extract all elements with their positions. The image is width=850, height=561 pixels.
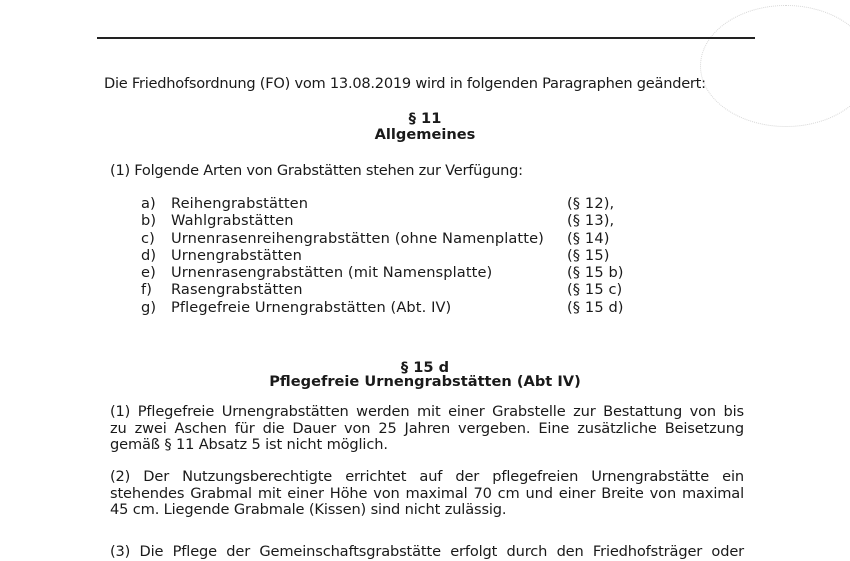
list-item (141, 212, 661, 229)
list-item-text: Urnenrasengrabstätten (mit Namensplatte) (171, 264, 493, 282)
list-item-text: Rasengrabstätten (171, 281, 303, 299)
list-item-text: Pflegefreie Urnengrabstätten (Abt. IV) (171, 298, 452, 316)
list-item-ref: (§ 15) (567, 246, 610, 264)
intro-text: Die Friedhofsordnung (FO) vom 13.08.2019 wird in folgenden Paragraphen geändert: (104, 75, 706, 92)
section-11-paragraph-1: (1) Folgende Arten von Grabstätten stehen zur Verfügung: (110, 162, 523, 179)
list-item-text: Wahlgrabstätten (171, 212, 294, 230)
list-item-text: Urnengrabstätten (171, 246, 302, 264)
list-item (141, 230, 661, 247)
paragraph-line: stehendes Grabmal mit einer Höhe von maximal 70 cm und einer Breite von maximal (110, 484, 744, 502)
list-item-letter: f) (141, 281, 153, 299)
list-item-ref: (§ 15 b) (567, 264, 624, 282)
list-item (141, 247, 661, 264)
paragraph-line: (3) Die Pflege der Gemeinschaftsgrabstätte erfolgt durch den Friedhofsträger oder (110, 543, 744, 560)
section-15d-number: § 15 d (400, 359, 450, 376)
list-item-letter: e) (141, 264, 156, 282)
header-rule (97, 37, 755, 39)
list-item (141, 281, 661, 298)
list-item-letter: c) (141, 229, 155, 247)
section-15d-paragraph-2 (110, 469, 744, 519)
list-item (141, 299, 661, 316)
section-15d-paragraph-1 (110, 404, 744, 454)
paragraph-line: 45 cm. Liegende Grabmale (Kissen) sind nicht zulässig. (110, 501, 507, 518)
grave-types-list (141, 195, 661, 316)
list-item-ref: (§ 13), (567, 212, 615, 230)
section-15d-title: Pflegefreie Urnengrabstätten (Abt IV) (269, 373, 581, 390)
list-item-text: Urnenrasenreihengrabstätten (ohne Namenplatte) (171, 229, 544, 247)
list-item-text: Reihengrabstätten (171, 195, 309, 212)
list-item-ref: (§ 12), (567, 195, 615, 212)
paragraph-line: gemäß § 11 Absatz 5 ist nicht möglich. (110, 436, 388, 453)
paragraph-line: (1) Pflegefreie Urnengrabstätten werden mit einer Grabstelle zur Bestattung von bis (110, 403, 744, 420)
section-11-title: Allgemeines (374, 126, 476, 143)
section-15d-paragraph-3 (110, 544, 744, 561)
list-item-ref: (§ 14) (567, 229, 610, 247)
list-item-ref: (§ 15 d) (567, 298, 624, 316)
list-item-letter: a) (141, 195, 156, 212)
section-11-number: § 11 (408, 110, 442, 127)
faded-stamp (700, 5, 850, 127)
list-item-letter: b) (141, 212, 157, 230)
paragraph-line: (2) Der Nutzungsberechtigte errichtet auf der pflegefreien Urnengrabstätte ein (110, 468, 744, 485)
list-item-ref: (§ 15 c) (567, 281, 623, 299)
list-item-letter: g) (141, 298, 157, 316)
list-item (141, 264, 661, 281)
paragraph-line: zu zwei Aschen für die Dauer von 25 Jahren vergeben. Eine zusätzliche Beisetzung (110, 419, 744, 437)
list-item-letter: d) (141, 246, 157, 264)
list-item (141, 195, 661, 212)
